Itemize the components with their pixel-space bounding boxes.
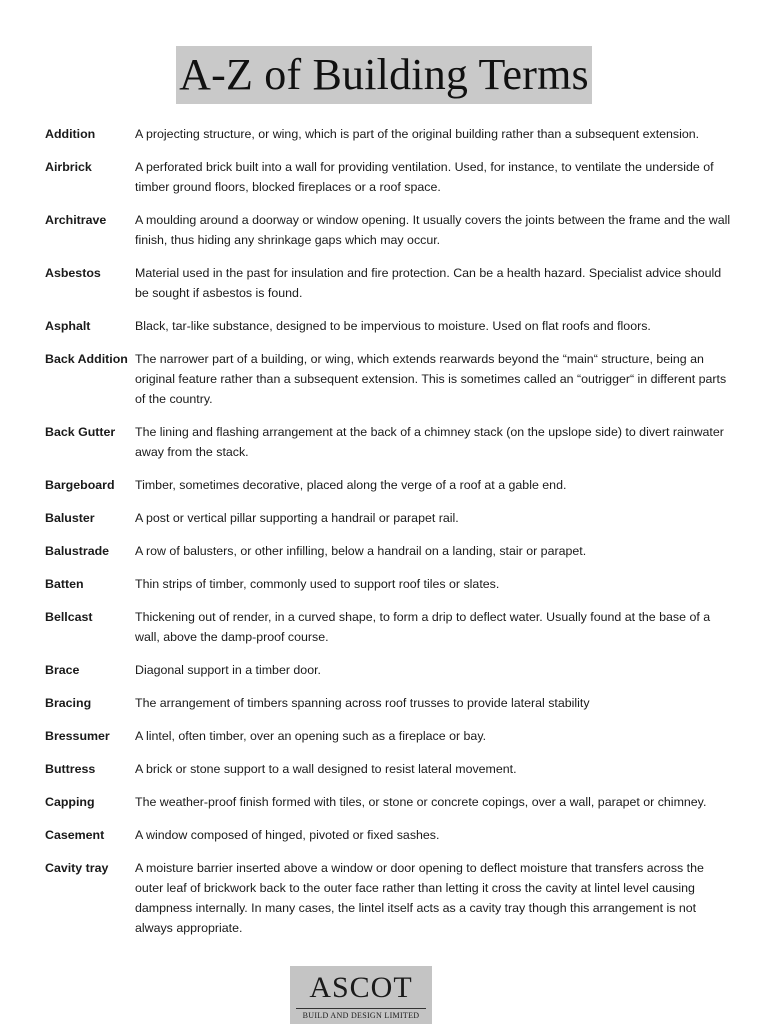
term-row [45, 858, 735, 938]
term-name: Asbestos [45, 266, 101, 280]
term-row [45, 825, 735, 845]
term-name: Bracing [45, 696, 92, 710]
logo-divider [296, 1008, 426, 1009]
term-definition: Timber, sometimes decorative, placed along the verge of a roof at a gable end. [135, 478, 567, 492]
term-definition: Black, tar-like substance, designed to be impervious to moisture. Used on flat roofs and floors. [135, 319, 651, 333]
term-definition: Diagonal support in a timber door. [135, 663, 321, 677]
term-row [45, 792, 735, 812]
term-row [45, 541, 735, 561]
term-definition: The arrangement of timbers spanning across roof trusses to provide lateral stability [135, 696, 590, 710]
ascot-logo [290, 966, 432, 1024]
term-definition: Material used in the past for insulation and fire protection. Can be a health hazard. Specialist advice should be sought if asbestos is found. [135, 266, 722, 300]
term-name: Back Addition [45, 352, 128, 366]
term-row [45, 422, 735, 462]
term-definition: A brick or stone support to a wall designed to resist lateral movement. [135, 762, 517, 776]
term-row [45, 263, 735, 303]
logo-subtitle: BUILD AND DESIGN LIMITED [302, 1011, 420, 1020]
term-name: Architrave [45, 213, 107, 227]
term-definition: A lintel, often timber, over an opening such as a fireplace or bay. [135, 729, 487, 743]
term-row [45, 475, 735, 495]
term-name: Baluster [45, 511, 95, 525]
term-definition: A window composed of hinged, pivoted or fixed sashes. [135, 828, 440, 842]
term-name: Addition [45, 127, 96, 141]
term-name: Capping [45, 795, 95, 809]
term-row [45, 210, 735, 250]
term-row [45, 759, 735, 779]
term-definition: Thin strips of timber, commonly used to support roof tiles or slates. [135, 577, 500, 591]
term-row [45, 124, 735, 144]
term-definition: A row of balusters, or other infilling, below a handrail on a landing, stair or parapet. [135, 544, 587, 558]
term-definition: A perforated brick built into a wall for providing ventilation. Used, for instance, to ventilate the underside of timber ground floors, blocked fireplaces or a roof space. [135, 160, 714, 194]
term-definition: A moulding around a doorway or window opening. It usually covers the joints between the frame and the wall finish, thus hiding any shrinkage gaps which may occur. [135, 213, 731, 247]
term-definition: A projecting structure, or wing, which is part of the original building rather than a subsequent extension. [135, 127, 700, 141]
term-name: Balustrade [45, 544, 110, 558]
terms-list [45, 124, 735, 951]
term-name: Bressumer [45, 729, 110, 743]
term-name: Batten [45, 577, 84, 591]
term-row [45, 660, 735, 680]
title-container [0, 46, 768, 104]
term-row [45, 349, 735, 409]
page-title: A-Z of Building Terms [176, 46, 592, 104]
term-definition: The lining and flashing arrangement at the back of a chimney stack (on the upslope side) to divert rainwater away from the stack. [135, 425, 724, 459]
term-row [45, 157, 735, 197]
logo-name: ASCOT [309, 971, 413, 1004]
term-row [45, 607, 735, 647]
term-name: Back Gutter [45, 425, 116, 439]
term-row [45, 726, 735, 746]
term-name: Asphalt [45, 319, 91, 333]
term-row [45, 693, 735, 713]
term-definition: Thickening out of render, in a curved shape, to form a drip to deflect water. Usually found at the base of a wall, above the damp-proof course. [135, 610, 711, 644]
term-name: Casement [45, 828, 105, 842]
term-name: Cavity tray [45, 861, 109, 875]
term-row [45, 508, 735, 528]
term-definition: The weather-proof finish formed with tiles, or stone or concrete copings, over a wall, parapet or chimney. [135, 795, 707, 809]
term-definition: A post or vertical pillar supporting a handrail or parapet rail. [135, 511, 459, 525]
term-row [45, 316, 735, 336]
term-name: Brace [45, 663, 80, 677]
term-name: Bellcast [45, 610, 93, 624]
term-name: Bargeboard [45, 478, 115, 492]
term-definition: The narrower part of a building, or wing, which extends rearwards beyond the “main“ structure, being an original feature rather than a subsequent extension. This is sometimes called an “outrigger“ in different parts of the country. [135, 352, 727, 406]
term-definition: A moisture barrier inserted above a window or door opening to deflect moisture that transfers across the outer leaf of brickwork back to the outer face rather than letting it cross the cavity at lintel level causing dampness internally. In many cases, the lintel itself acts as a cavity tray though this arrangement is not always appropriate. [135, 861, 704, 935]
term-name: Airbrick [45, 160, 92, 174]
term-row [45, 574, 735, 594]
term-name: Buttress [45, 762, 96, 776]
